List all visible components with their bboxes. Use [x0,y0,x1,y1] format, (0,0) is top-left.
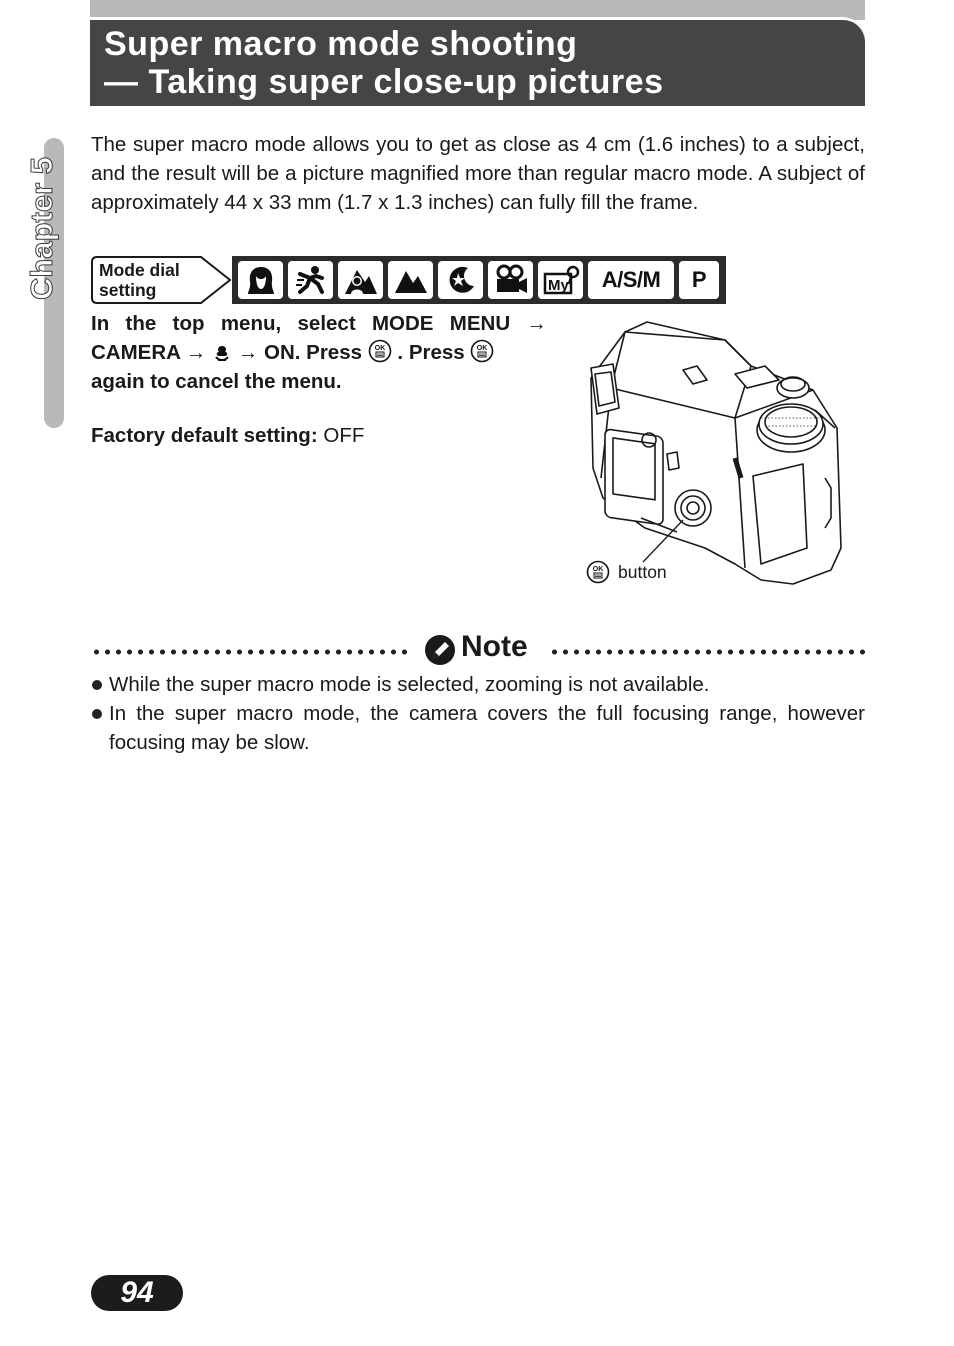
chapter-label: Chapter 5 [24,157,59,300]
ok-button-icon [470,339,494,363]
factory-default-value: OFF [323,424,365,447]
note-divider-left [91,649,409,655]
intro-paragraph: The super macro mode allows you to get as close as 4 cm (1.6 inches) to a subject, and the result will be a picture magnified more than regular macro mode. A subject of approximately 44 x 33 mm (1.7 x 1.3 inches) can fully fill the frame. [91,133,865,214]
mode-dial-strip [232,256,726,304]
camera-illustration [585,318,845,588]
landscape-icon [388,261,433,299]
ok-button-callout [586,560,667,584]
super-macro-icon [212,343,232,363]
svg-text:OK: OK [477,345,488,352]
note-title: Note [461,630,528,663]
page-number: 94 [91,1275,183,1311]
note-list [91,670,865,757]
svg-text:OK: OK [374,345,385,352]
page-title-line-1: Super macro mode shooting [104,25,578,63]
ok-button-icon [368,339,392,363]
instruction-line-1: In the top menu, select MODE MENU → [91,312,547,335]
factory-default-label: Factory default setting: [91,424,318,447]
program-mode-label: P [679,261,719,299]
note-item: While the super macro mode is selected, zooming is not available. [91,670,865,699]
portrait-icon [238,261,283,299]
night-scene-icon [438,261,483,299]
note-divider-right [549,649,865,655]
landscape-portrait-icon [338,261,383,299]
ok-button-callout-label: button [618,561,667,582]
mode-dial-label-line2: setting [99,280,157,300]
note-item: In the super macro mode, the camera covers the full focusing range, however focusing may be slow. [91,699,865,757]
instruction-text [91,309,547,396]
sports-icon [288,261,333,299]
note-header [91,630,865,670]
instruction-line-2: CAMERA → → ON. Press OK . Press OK [91,338,547,367]
factory-default-setting [91,421,364,450]
note-pencil-icon [424,634,456,666]
page-title-line-2: — Taking super close-up pictures [104,63,664,101]
my-mode-icon [538,261,583,299]
svg-text:My: My [547,277,569,294]
svg-text:OK: OK [592,566,604,573]
page-title-box [90,17,865,106]
mode-dial-label-line1: Mode dial [99,260,180,280]
movie-icon [488,261,533,299]
asm-mode-label: A/S/M [588,261,674,299]
mode-dial-label [91,256,231,304]
instruction-line-3: again to cancel the menu. [91,370,342,393]
ok-button-icon [586,560,610,584]
